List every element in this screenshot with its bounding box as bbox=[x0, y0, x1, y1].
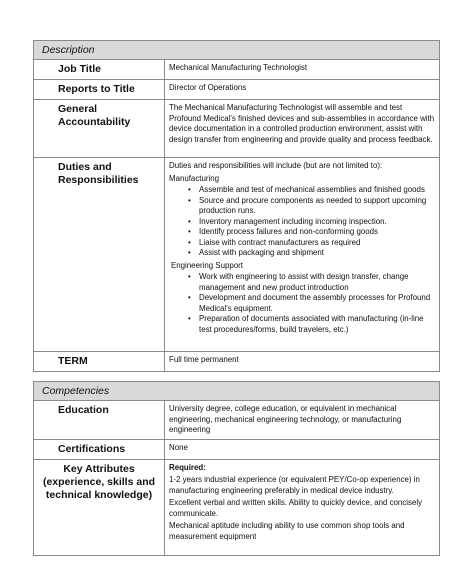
list-item: • Inventory management including incoming inspection. bbox=[169, 217, 435, 228]
job-title-label: Job Title bbox=[34, 60, 165, 80]
list-item: • Assist with packaging and shipment bbox=[169, 248, 435, 259]
required-label: Required: bbox=[169, 462, 206, 472]
education-value: University degree, college education, or equivalent in mechanical engineering, mechanical engineering technology, or manufacturing engineering bbox=[165, 401, 440, 440]
engineering-list bbox=[169, 272, 435, 335]
duties-intro: Duties and responsibilities will include (but are not limited to): bbox=[169, 161, 383, 170]
manufacturing-heading: Manufacturing bbox=[169, 173, 220, 183]
engineering-heading: Engineering Support bbox=[171, 260, 243, 270]
term-label: TERM bbox=[34, 352, 165, 372]
key-attribute-item: Excellent verbal and written skills. Ability to quickly device, and concisely communicate. bbox=[169, 498, 423, 518]
education-label: Education bbox=[34, 401, 165, 440]
list-item: • Development and document the assembly processes for Profound Medical's equipment. bbox=[169, 293, 435, 314]
key-attribute-item: 1-2 years industrial experience (or equivalent PEY/Co-op experience) in manufacturing engineering preferably in medical device industry. bbox=[169, 475, 420, 495]
term-value: Full time permanent bbox=[165, 352, 440, 372]
certifications-value: None bbox=[165, 439, 440, 459]
key-attributes-value bbox=[165, 459, 440, 555]
key-attribute-item: Mechanical aptitude including ability to use common shop tools and measurement equipment bbox=[169, 521, 405, 541]
duties-value bbox=[165, 158, 440, 352]
accountability-value: The Mechanical Manufacturing Technologist will assemble and test Profound Medical's finished devices and sub-assemblies in accordance with device documentation in a controlled production environment, assist with design transfer from engineering and provide quality and process feedback. bbox=[165, 100, 440, 158]
competencies-heading: Competencies bbox=[34, 382, 440, 401]
key-attributes-label: Key Attributes (experience, skills and technical knowledge) bbox=[34, 459, 165, 555]
description-table bbox=[33, 40, 440, 372]
list-item: • Source and procure components as needed to support upcoming production runs. bbox=[169, 196, 435, 217]
manufacturing-list bbox=[169, 185, 435, 259]
accountability-label: General Accountability bbox=[34, 100, 165, 158]
duties-row bbox=[34, 158, 440, 352]
reports-to-row bbox=[34, 80, 440, 100]
reports-to-value: Director of Operations bbox=[165, 80, 440, 100]
list-item: • Preparation of documents associated with manufacturing (in-line test procedures/forms, build travelers, etc.) bbox=[169, 314, 435, 335]
list-item: • Liaise with contract manufacturers as required bbox=[169, 238, 435, 249]
job-title-row bbox=[34, 60, 440, 80]
term-row bbox=[34, 352, 440, 372]
competencies-table bbox=[33, 381, 440, 556]
list-item: • Work with engineering to assist with design transfer, change management and new product introduction bbox=[169, 272, 435, 293]
job-title-value: Mechanical Manufacturing Technologist bbox=[165, 60, 440, 80]
description-heading: Description bbox=[34, 41, 440, 60]
list-item: • Assemble and test of mechanical assemblies and finished goods bbox=[169, 185, 435, 196]
reports-to-label: Reports to Title bbox=[34, 80, 165, 100]
certifications-row bbox=[34, 439, 440, 459]
duties-label: Duties and Responsibilities bbox=[34, 158, 165, 352]
competencies-header-row bbox=[34, 382, 440, 401]
certifications-label: Certifications bbox=[34, 439, 165, 459]
key-attributes-row bbox=[34, 459, 440, 555]
list-item: • Identify process failures and non-conforming goods bbox=[169, 227, 435, 238]
description-header-row bbox=[34, 41, 440, 60]
accountability-row bbox=[34, 100, 440, 158]
education-row bbox=[34, 401, 440, 440]
